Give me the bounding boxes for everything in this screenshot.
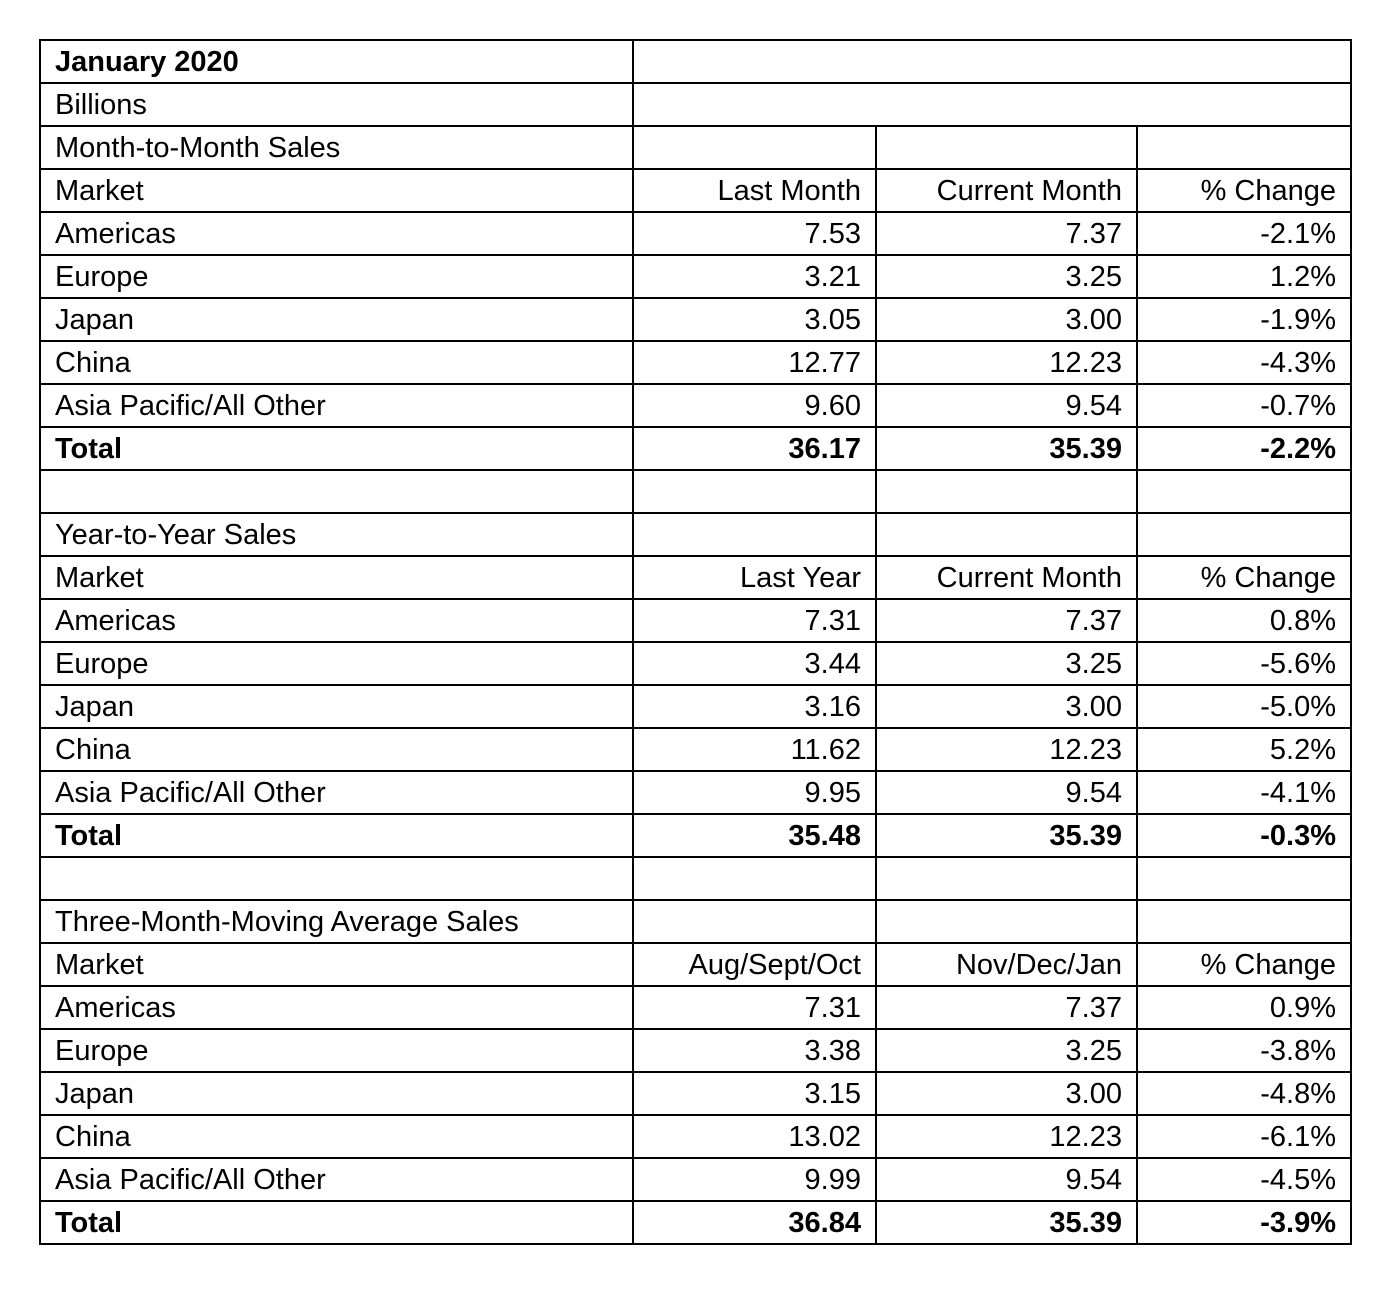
value-cell: 3.00 bbox=[876, 298, 1137, 341]
unit-label: Billions bbox=[40, 83, 633, 126]
total-label-cell: Total bbox=[40, 814, 633, 857]
value-cell: 3.21 bbox=[633, 255, 876, 298]
value-cell: 1.2% bbox=[1137, 255, 1351, 298]
total-value-cell: -3.9% bbox=[1137, 1201, 1351, 1244]
market-name-cell: Europe bbox=[40, 255, 633, 298]
value-cell: 3.25 bbox=[876, 642, 1137, 685]
value-cell: 12.23 bbox=[876, 728, 1137, 771]
column-header-row bbox=[40, 943, 1351, 986]
value-cell: 3.25 bbox=[876, 255, 1137, 298]
value-cell: 9.60 bbox=[633, 384, 876, 427]
value-cell: -3.8% bbox=[1137, 1029, 1351, 1072]
column-header: Market bbox=[40, 169, 633, 212]
market-name-cell: Americas bbox=[40, 599, 633, 642]
sales-table-body bbox=[40, 40, 1351, 1244]
table-row bbox=[40, 771, 1351, 814]
value-cell: 9.54 bbox=[876, 1158, 1137, 1201]
spacer-cell bbox=[633, 857, 876, 900]
table-row bbox=[40, 1158, 1351, 1201]
market-name-cell: Asia Pacific/All Other bbox=[40, 384, 633, 427]
empty-cell bbox=[1137, 900, 1351, 943]
value-cell: 13.02 bbox=[633, 1115, 876, 1158]
total-row bbox=[40, 1201, 1351, 1244]
value-cell: -2.1% bbox=[1137, 212, 1351, 255]
column-header: Last Year bbox=[633, 556, 876, 599]
column-header: % Change bbox=[1137, 556, 1351, 599]
total-value-cell: 35.39 bbox=[876, 814, 1137, 857]
empty-cell bbox=[876, 513, 1137, 556]
spacer-row bbox=[40, 857, 1351, 900]
value-cell: -6.1% bbox=[1137, 1115, 1351, 1158]
table-row bbox=[40, 298, 1351, 341]
value-cell: -4.5% bbox=[1137, 1158, 1351, 1201]
column-header: % Change bbox=[1137, 943, 1351, 986]
spacer-cell bbox=[1137, 857, 1351, 900]
total-row bbox=[40, 427, 1351, 470]
value-cell: 9.99 bbox=[633, 1158, 876, 1201]
value-cell: 11.62 bbox=[633, 728, 876, 771]
column-header: Last Month bbox=[633, 169, 876, 212]
unit-row-empty-cell bbox=[633, 83, 1351, 126]
market-name-cell: China bbox=[40, 341, 633, 384]
market-name-cell: Asia Pacific/All Other bbox=[40, 1158, 633, 1201]
value-cell: -4.1% bbox=[1137, 771, 1351, 814]
total-value-cell: -0.3% bbox=[1137, 814, 1351, 857]
table-row bbox=[40, 986, 1351, 1029]
market-name-cell: Americas bbox=[40, 212, 633, 255]
total-value-cell: 35.39 bbox=[876, 427, 1137, 470]
value-cell: 7.31 bbox=[633, 599, 876, 642]
column-header-row bbox=[40, 556, 1351, 599]
value-cell: 9.54 bbox=[876, 771, 1137, 814]
total-value-cell: 36.84 bbox=[633, 1201, 876, 1244]
value-cell: 3.05 bbox=[633, 298, 876, 341]
market-name-cell: Europe bbox=[40, 642, 633, 685]
table-row bbox=[40, 1072, 1351, 1115]
spacer-cell bbox=[40, 857, 633, 900]
section-title: Month-to-Month Sales bbox=[40, 126, 633, 169]
market-name-cell: Asia Pacific/All Other bbox=[40, 771, 633, 814]
value-cell: -1.9% bbox=[1137, 298, 1351, 341]
value-cell: 0.9% bbox=[1137, 986, 1351, 1029]
market-name-cell: Japan bbox=[40, 1072, 633, 1115]
title-row bbox=[40, 40, 1351, 83]
value-cell: 7.37 bbox=[876, 212, 1137, 255]
section-title-row bbox=[40, 900, 1351, 943]
value-cell: 3.44 bbox=[633, 642, 876, 685]
table-row bbox=[40, 685, 1351, 728]
value-cell: 0.8% bbox=[1137, 599, 1351, 642]
value-cell: 12.23 bbox=[876, 1115, 1137, 1158]
column-header: Current Month bbox=[876, 169, 1137, 212]
column-header: Aug/Sept/Oct bbox=[633, 943, 876, 986]
value-cell: -5.6% bbox=[1137, 642, 1351, 685]
empty-cell bbox=[633, 513, 876, 556]
column-header-row bbox=[40, 169, 1351, 212]
table-row bbox=[40, 384, 1351, 427]
column-header: % Change bbox=[1137, 169, 1351, 212]
spacer-row bbox=[40, 470, 1351, 513]
value-cell: -0.7% bbox=[1137, 384, 1351, 427]
column-header: Current Month bbox=[876, 556, 1137, 599]
empty-cell bbox=[633, 900, 876, 943]
column-header: Market bbox=[40, 943, 633, 986]
total-label-cell: Total bbox=[40, 427, 633, 470]
spacer-cell bbox=[633, 470, 876, 513]
table-row bbox=[40, 599, 1351, 642]
value-cell: 7.53 bbox=[633, 212, 876, 255]
market-name-cell: Japan bbox=[40, 298, 633, 341]
title-row-empty-cell bbox=[633, 40, 1351, 83]
value-cell: 5.2% bbox=[1137, 728, 1351, 771]
total-row bbox=[40, 814, 1351, 857]
total-value-cell: 36.17 bbox=[633, 427, 876, 470]
table-row bbox=[40, 212, 1351, 255]
section-title-row bbox=[40, 513, 1351, 556]
spacer-cell bbox=[876, 857, 1137, 900]
value-cell: 9.95 bbox=[633, 771, 876, 814]
value-cell: 3.38 bbox=[633, 1029, 876, 1072]
empty-cell bbox=[876, 900, 1137, 943]
total-value-cell: 35.48 bbox=[633, 814, 876, 857]
table-row bbox=[40, 341, 1351, 384]
value-cell: 7.31 bbox=[633, 986, 876, 1029]
value-cell: 3.00 bbox=[876, 1072, 1137, 1115]
value-cell: 12.77 bbox=[633, 341, 876, 384]
market-name-cell: China bbox=[40, 1115, 633, 1158]
total-value-cell: -2.2% bbox=[1137, 427, 1351, 470]
sales-table bbox=[39, 39, 1352, 1245]
empty-cell bbox=[876, 126, 1137, 169]
value-cell: 9.54 bbox=[876, 384, 1137, 427]
table-row bbox=[40, 255, 1351, 298]
table-row bbox=[40, 642, 1351, 685]
empty-cell bbox=[1137, 513, 1351, 556]
value-cell: 3.15 bbox=[633, 1072, 876, 1115]
empty-cell bbox=[633, 126, 876, 169]
spacer-cell bbox=[1137, 470, 1351, 513]
section-title: Three-Month-Moving Average Sales bbox=[40, 900, 633, 943]
market-name-cell: Americas bbox=[40, 986, 633, 1029]
value-cell: -4.3% bbox=[1137, 341, 1351, 384]
value-cell: 3.00 bbox=[876, 685, 1137, 728]
value-cell: 7.37 bbox=[876, 986, 1137, 1029]
value-cell: 12.23 bbox=[876, 341, 1137, 384]
market-name-cell: Europe bbox=[40, 1029, 633, 1072]
table-row bbox=[40, 1115, 1351, 1158]
section-title: Year-to-Year Sales bbox=[40, 513, 633, 556]
market-name-cell: Japan bbox=[40, 685, 633, 728]
value-cell: 7.37 bbox=[876, 599, 1137, 642]
section-title-row bbox=[40, 126, 1351, 169]
spacer-cell bbox=[40, 470, 633, 513]
column-header: Nov/Dec/Jan bbox=[876, 943, 1137, 986]
market-name-cell: China bbox=[40, 728, 633, 771]
value-cell: -4.8% bbox=[1137, 1072, 1351, 1115]
value-cell: 3.25 bbox=[876, 1029, 1137, 1072]
value-cell: 3.16 bbox=[633, 685, 876, 728]
table-row bbox=[40, 728, 1351, 771]
table-row bbox=[40, 1029, 1351, 1072]
spacer-cell bbox=[876, 470, 1137, 513]
report-title: January 2020 bbox=[40, 40, 633, 83]
value-cell: -5.0% bbox=[1137, 685, 1351, 728]
total-label-cell: Total bbox=[40, 1201, 633, 1244]
unit-row bbox=[40, 83, 1351, 126]
total-value-cell: 35.39 bbox=[876, 1201, 1137, 1244]
empty-cell bbox=[1137, 126, 1351, 169]
column-header: Market bbox=[40, 556, 633, 599]
